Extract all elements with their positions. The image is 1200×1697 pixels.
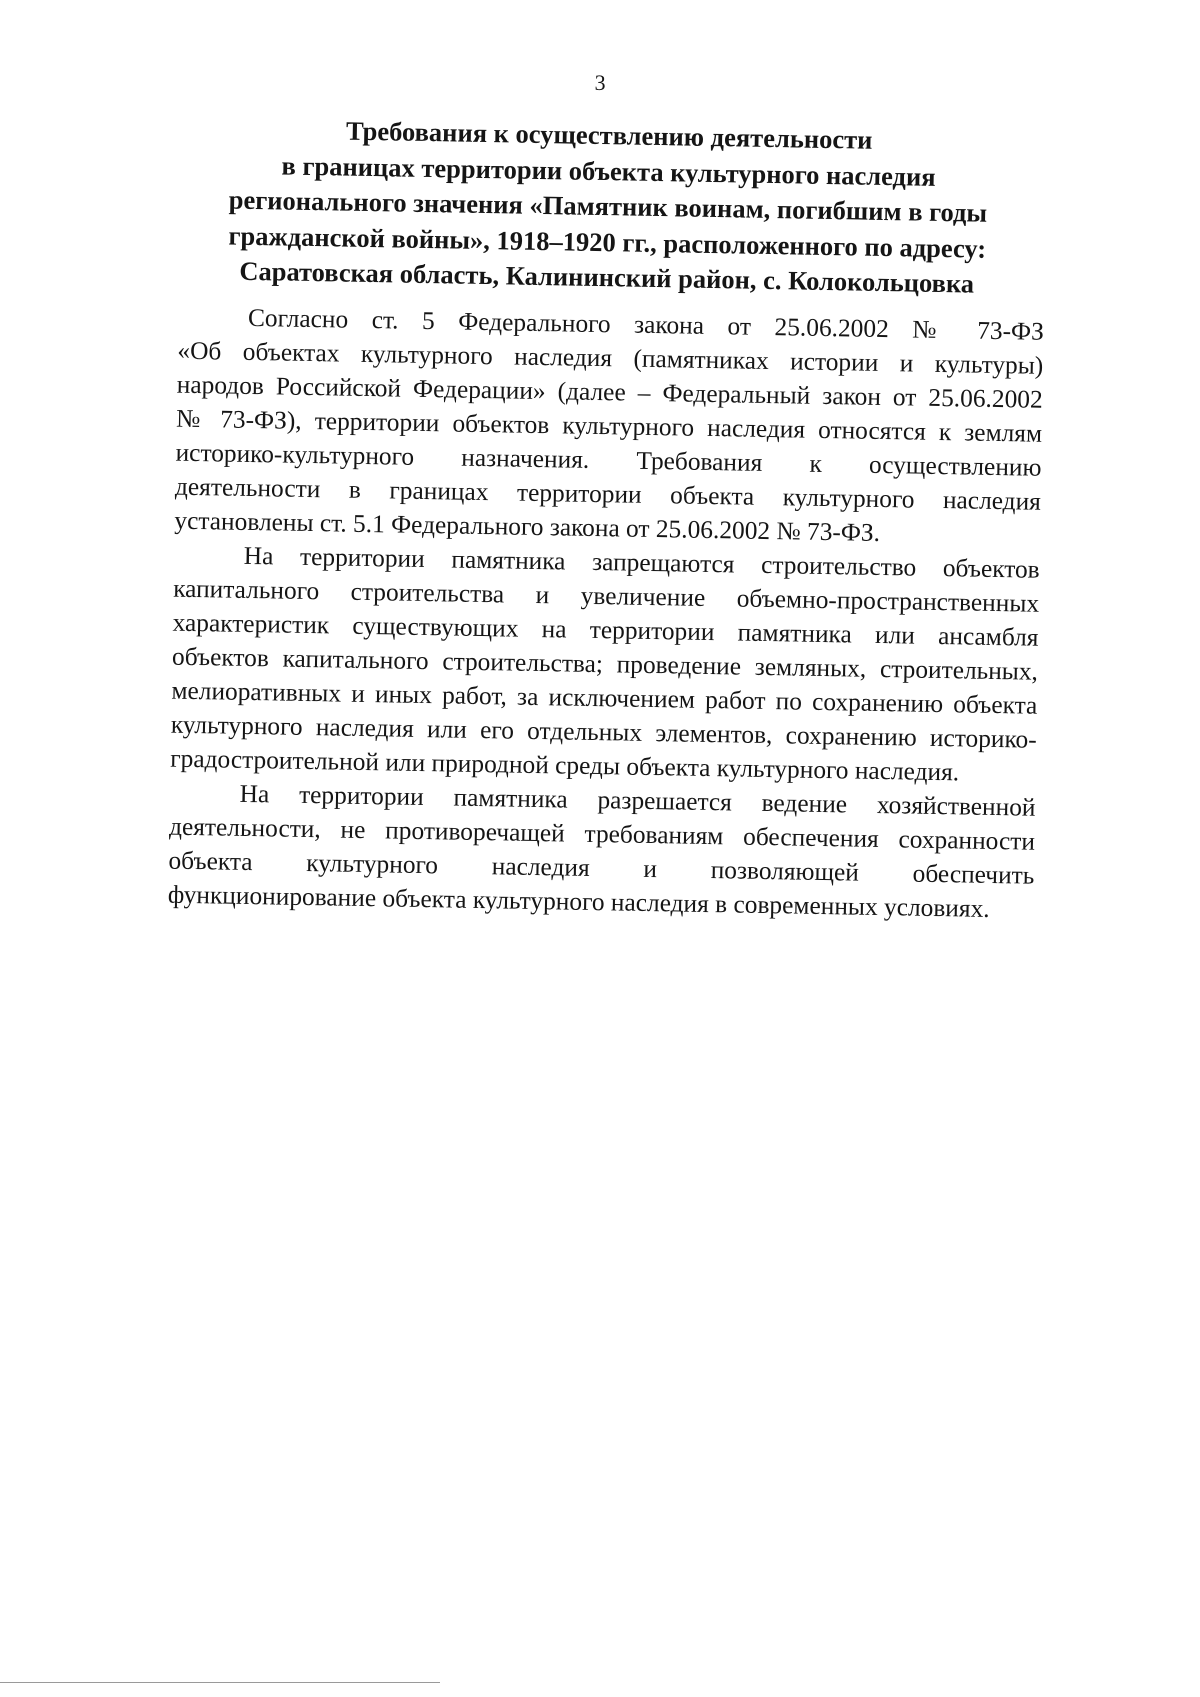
text-line: На территории памятника разрешается ведение хозяйственной [239, 779, 1036, 822]
text-line: народов Российской Федерации» (далее – Федеральный закон от 25.06.2002 [176, 370, 1043, 414]
title-line: Требования к осуществлению деятельности [345, 115, 873, 155]
scanned-content [2, 0, 1200, 923]
text-line: мелиоративных и иных работ, за исключением работ по сохранению объекта [171, 676, 1038, 720]
text-line: № 73-ФЗ), территории объектов культурного наследия относятся к землям [175, 404, 1043, 448]
text-line: капитального строительства и увеличение объемно-пространственных [172, 574, 1040, 618]
text-line: градостроительной или природной среды объекта культурного наследия. [170, 744, 960, 787]
paragraph-1 [174, 300, 1044, 553]
title-line: регионального значения «Памятник воинам, погибшим в годы [228, 184, 988, 228]
paragraph-2 [170, 538, 1040, 791]
text-line: Согласно ст. 5 Федерального закона от 25.06.2002 № 73-ФЗ [247, 303, 1045, 346]
text-line: «Об объектах культурного наследия (памятниках истории и культуры) [177, 336, 1044, 380]
document-body [168, 300, 1045, 927]
text-line: характеристик существующих на территории памятника или ансамбля [172, 608, 1039, 652]
text-line: объекта культурного наследия и позволяющей обеспечить [168, 846, 1035, 890]
title-line: Саратовская область, Калининский район, с. Колокольцовка [239, 255, 975, 299]
text-line: установлены ст. 5.1 Федерального закона от 25.06.2002 № 73-ФЗ. [174, 506, 881, 547]
text-line: деятельности, не противоречащей требованиям обеспечения сохранности [168, 812, 1036, 856]
paragraph-3 [168, 776, 1036, 927]
document-title [226, 112, 989, 303]
title-line: в границах территории объекта культурного наследия [281, 149, 936, 192]
text-line: функционирование объекта культурного наследия в современных условиях. [167, 880, 990, 923]
title-line: гражданской войны», 1918–1920 гг., расположенного по адресу: [228, 220, 987, 264]
text-line: деятельности в границах территории объекта культурного наследия [174, 472, 1042, 516]
text-line: культурного наследия или его отдельных элементов, сохранению историко- [170, 710, 1037, 754]
text-line: историко-культурного назначения. Требования к осуществлению [175, 438, 1042, 482]
text-line: объектов капитального строительства; проведение земляных, строительных, [171, 642, 1039, 686]
text-line: На территории памятника запрещаются строительство объектов [243, 541, 1040, 584]
page-number: 3 [594, 69, 606, 96]
scan-edge-line [0, 1682, 440, 1683]
